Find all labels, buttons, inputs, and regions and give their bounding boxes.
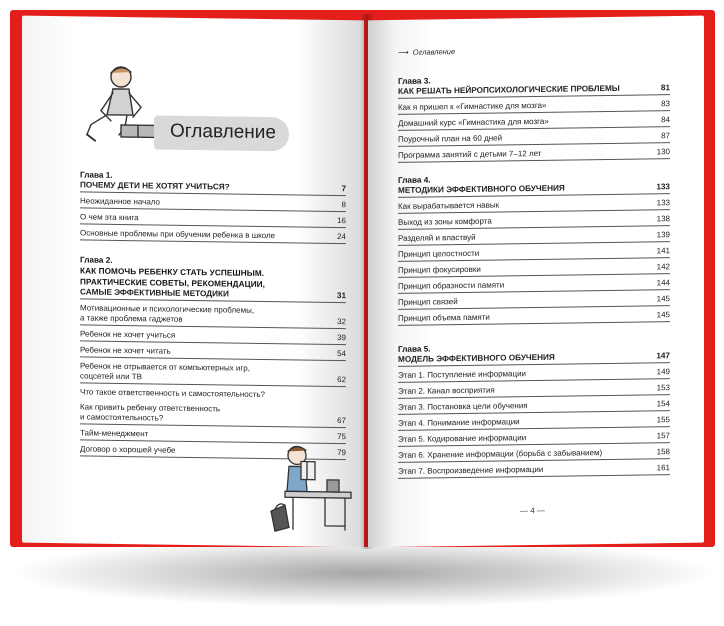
page-number: 139 xyxy=(656,230,670,240)
toc-item-text: Принцип фокусировки xyxy=(398,264,481,275)
chapter-title-row[interactable] xyxy=(80,287,346,303)
toc-title: Оглавление xyxy=(170,120,276,144)
toc-item[interactable] xyxy=(398,463,670,479)
page-number: 87 xyxy=(661,131,670,141)
page-number: 141 xyxy=(656,246,670,256)
toc-item[interactable] xyxy=(398,447,670,463)
toc-item-text: О чем эта книга xyxy=(80,212,139,223)
chapter-4 xyxy=(398,171,670,326)
toc-title-badge xyxy=(154,115,289,151)
toc-item[interactable] xyxy=(398,115,670,131)
chapter-title: ПОЧЕМУ ДЕТИ НЕ ХОТЯТ УЧИТЬСЯ? xyxy=(80,180,230,192)
toc-item[interactable] xyxy=(398,367,670,383)
toc-item[interactable] xyxy=(398,198,670,214)
page-folio: — 4 — xyxy=(520,505,545,516)
right-toc xyxy=(398,72,670,483)
page-number: 153 xyxy=(656,383,670,393)
page-number: 155 xyxy=(656,415,670,425)
toc-item-text: Основные проблемы при обучении ребенка в школе xyxy=(80,228,276,241)
left-page xyxy=(22,16,364,548)
toc-item[interactable] xyxy=(80,228,346,244)
chapter-3 xyxy=(398,72,670,163)
chapter-1 xyxy=(80,169,346,244)
page-number: 154 xyxy=(656,399,670,409)
chapter-title: КАК РЕШАТЬ НЕЙРОПСИХОЛОГИЧЕСКИЕ ПРОБЛЕМЫ xyxy=(398,83,620,96)
page-number: 16 xyxy=(337,216,346,226)
page-number: 84 xyxy=(661,115,670,125)
page-number: 31 xyxy=(336,291,346,301)
toc-item-text: Как вырабатывается навык xyxy=(398,200,500,211)
toc-item-text: Этап 6. Хранение информации (борьба с забыванием) xyxy=(398,448,603,460)
toc-item-line: Как привить ребенку ответственность xyxy=(80,402,221,414)
toc-item[interactable] xyxy=(398,262,670,278)
boy-at-desk-illustration xyxy=(267,439,357,538)
toc-item[interactable] xyxy=(398,431,670,447)
page-number: 133 xyxy=(656,198,670,208)
running-head xyxy=(398,47,455,57)
left-toc xyxy=(80,169,346,464)
page-number: 32 xyxy=(337,317,346,327)
page-number: 144 xyxy=(656,278,670,288)
chapter-title-line: САМЫЕ ЭФФЕКТИВНЫЕ МЕТОДИКИ xyxy=(80,287,229,299)
chapter-2 xyxy=(80,254,346,460)
running-head-text: Оглавление xyxy=(412,47,456,57)
page-number: 7 xyxy=(341,184,346,194)
toc-item-text: Ребенок не хочет учиться xyxy=(80,329,176,340)
toc-item[interactable] xyxy=(398,415,670,431)
toc-item-text xyxy=(80,402,333,426)
chapter-title-row[interactable] xyxy=(80,180,346,196)
page-number: 133 xyxy=(656,182,670,192)
page-number: 24 xyxy=(337,232,346,242)
toc-item[interactable] xyxy=(398,246,670,262)
toc-item-line: а также проблема гаджетов xyxy=(80,313,183,324)
toc-item-text: Этап 2. Канал восприятия xyxy=(398,385,495,396)
page-number: 161 xyxy=(656,463,670,473)
page-number: 8 xyxy=(341,200,346,210)
page-number: 149 xyxy=(656,367,670,377)
toc-item-text: Этап 1. Поступление информации xyxy=(398,369,527,380)
page-number: 158 xyxy=(656,447,670,457)
toc-item[interactable] xyxy=(80,361,346,387)
toc-item-text: Поурочный план на 60 дней xyxy=(398,133,503,144)
toc-item-text: Этап 4. Понимание информации xyxy=(398,417,520,428)
chapter-title-row[interactable] xyxy=(398,182,670,198)
toc-item[interactable] xyxy=(398,310,670,326)
page-number: 157 xyxy=(656,431,670,441)
page-number: 145 xyxy=(656,310,670,320)
chapter-title-line: ПРАКТИЧЕСКИЕ СОВЕТЫ, РЕКОМЕНДАЦИИ, xyxy=(80,277,266,290)
page-number: 83 xyxy=(661,99,670,109)
toc-item-text: Принцип образности памяти xyxy=(398,280,505,291)
toc-item-text xyxy=(80,303,333,327)
chapter-label: Глава 4. xyxy=(398,175,431,185)
toc-item[interactable] xyxy=(80,196,346,212)
page-number: 79 xyxy=(337,448,346,458)
toc-item-text: Домашний курс «Гимнастика для мозга» xyxy=(398,116,549,128)
toc-item[interactable] xyxy=(80,345,346,361)
page-number: 145 xyxy=(656,294,670,304)
toc-item-text: Неожиданное начало xyxy=(80,196,160,207)
toc-item-text: Программа занятий с детьми 7–12 лет xyxy=(398,148,542,160)
toc-item-text: Этап 5. Кодирование информации xyxy=(398,433,527,444)
toc-item-text: Принцип объема памяти xyxy=(398,312,490,323)
toc-item[interactable] xyxy=(80,329,346,345)
toc-item-text: Договор о хорошей учебе xyxy=(80,444,176,455)
toc-item-text: Этап 7. Воспроизведение информации xyxy=(398,464,544,476)
chapter-title: МОДЕЛЬ ЭФФЕКТИВНОГО ОБУЧЕНИЯ xyxy=(398,352,555,364)
page-number: 138 xyxy=(656,214,670,224)
toc-item-text xyxy=(80,361,333,385)
toc-item[interactable] xyxy=(398,214,670,230)
toc-item-text: Ребенок не хочет читать xyxy=(80,345,171,356)
page-number: 39 xyxy=(337,333,346,343)
page-number: 81 xyxy=(660,83,670,93)
toc-item[interactable] xyxy=(80,212,346,228)
page-number: 62 xyxy=(337,375,346,385)
chapter-title-line: КАК ПОМОЧЬ РЕБЕНКУ СТАТЬ УСПЕШНЫМ. xyxy=(80,266,265,278)
toc-item[interactable] xyxy=(398,383,670,399)
arrow-right-icon: ⟶ xyxy=(398,47,409,57)
right-page xyxy=(368,16,704,548)
toc-item-text: Принцип целостности xyxy=(398,248,480,259)
toc-item[interactable] xyxy=(398,99,670,115)
page-number: 142 xyxy=(656,262,670,272)
chapter-label: Глава 2. xyxy=(80,255,113,265)
page-number: 54 xyxy=(337,349,346,359)
page-number: 147 xyxy=(656,351,670,361)
toc-item-line: и самостоятельность? xyxy=(80,412,164,423)
chapter-label: Глава 1. xyxy=(80,170,113,180)
chapter-title: МЕТОДИКИ ЭФФЕКТИВНОГО ОБУЧЕНИЯ xyxy=(398,183,565,195)
toc-item-text: Как я пришел к «Гимнастике для мозга» xyxy=(398,100,547,112)
chapter-5 xyxy=(398,340,670,479)
chapter-title-row[interactable] xyxy=(398,83,670,99)
toc-item[interactable] xyxy=(398,230,670,246)
toc-item-line: соцсетей или ТВ xyxy=(80,371,142,382)
toc-item-text: Принцип связей xyxy=(398,297,458,307)
toc-item[interactable] xyxy=(398,399,670,415)
page-number: 67 xyxy=(337,416,346,426)
toc-item[interactable] xyxy=(80,303,346,329)
toc-item-text: Тайм-менеджмент xyxy=(80,428,149,439)
toc-item[interactable] xyxy=(80,402,346,428)
toc-item[interactable] xyxy=(80,387,346,402)
toc-item-text: Этап 3. Постановка цели обучения xyxy=(398,401,528,412)
toc-item[interactable] xyxy=(398,294,670,310)
toc-item-line: Ребенок не отрывается от компьютерных игр, xyxy=(80,361,250,373)
chapter-title-row[interactable] xyxy=(398,351,670,367)
page-number: 75 xyxy=(337,432,346,442)
toc-item-text: Что такое ответственность и самостоятельность? xyxy=(80,387,265,400)
page-number: 130 xyxy=(656,147,670,157)
toc-item-line: Мотивационные и психологические проблемы, xyxy=(80,303,255,315)
toc-item[interactable] xyxy=(398,278,670,294)
chapter-label: Глава 5. xyxy=(398,344,431,354)
toc-item[interactable] xyxy=(398,147,670,163)
toc-item-text: Выход из зоны комфорта xyxy=(398,216,492,227)
toc-item[interactable] xyxy=(398,131,670,147)
toc-item-text: Разделяй и властвуй xyxy=(398,232,476,243)
chapter-label: Глава 3. xyxy=(398,76,431,86)
